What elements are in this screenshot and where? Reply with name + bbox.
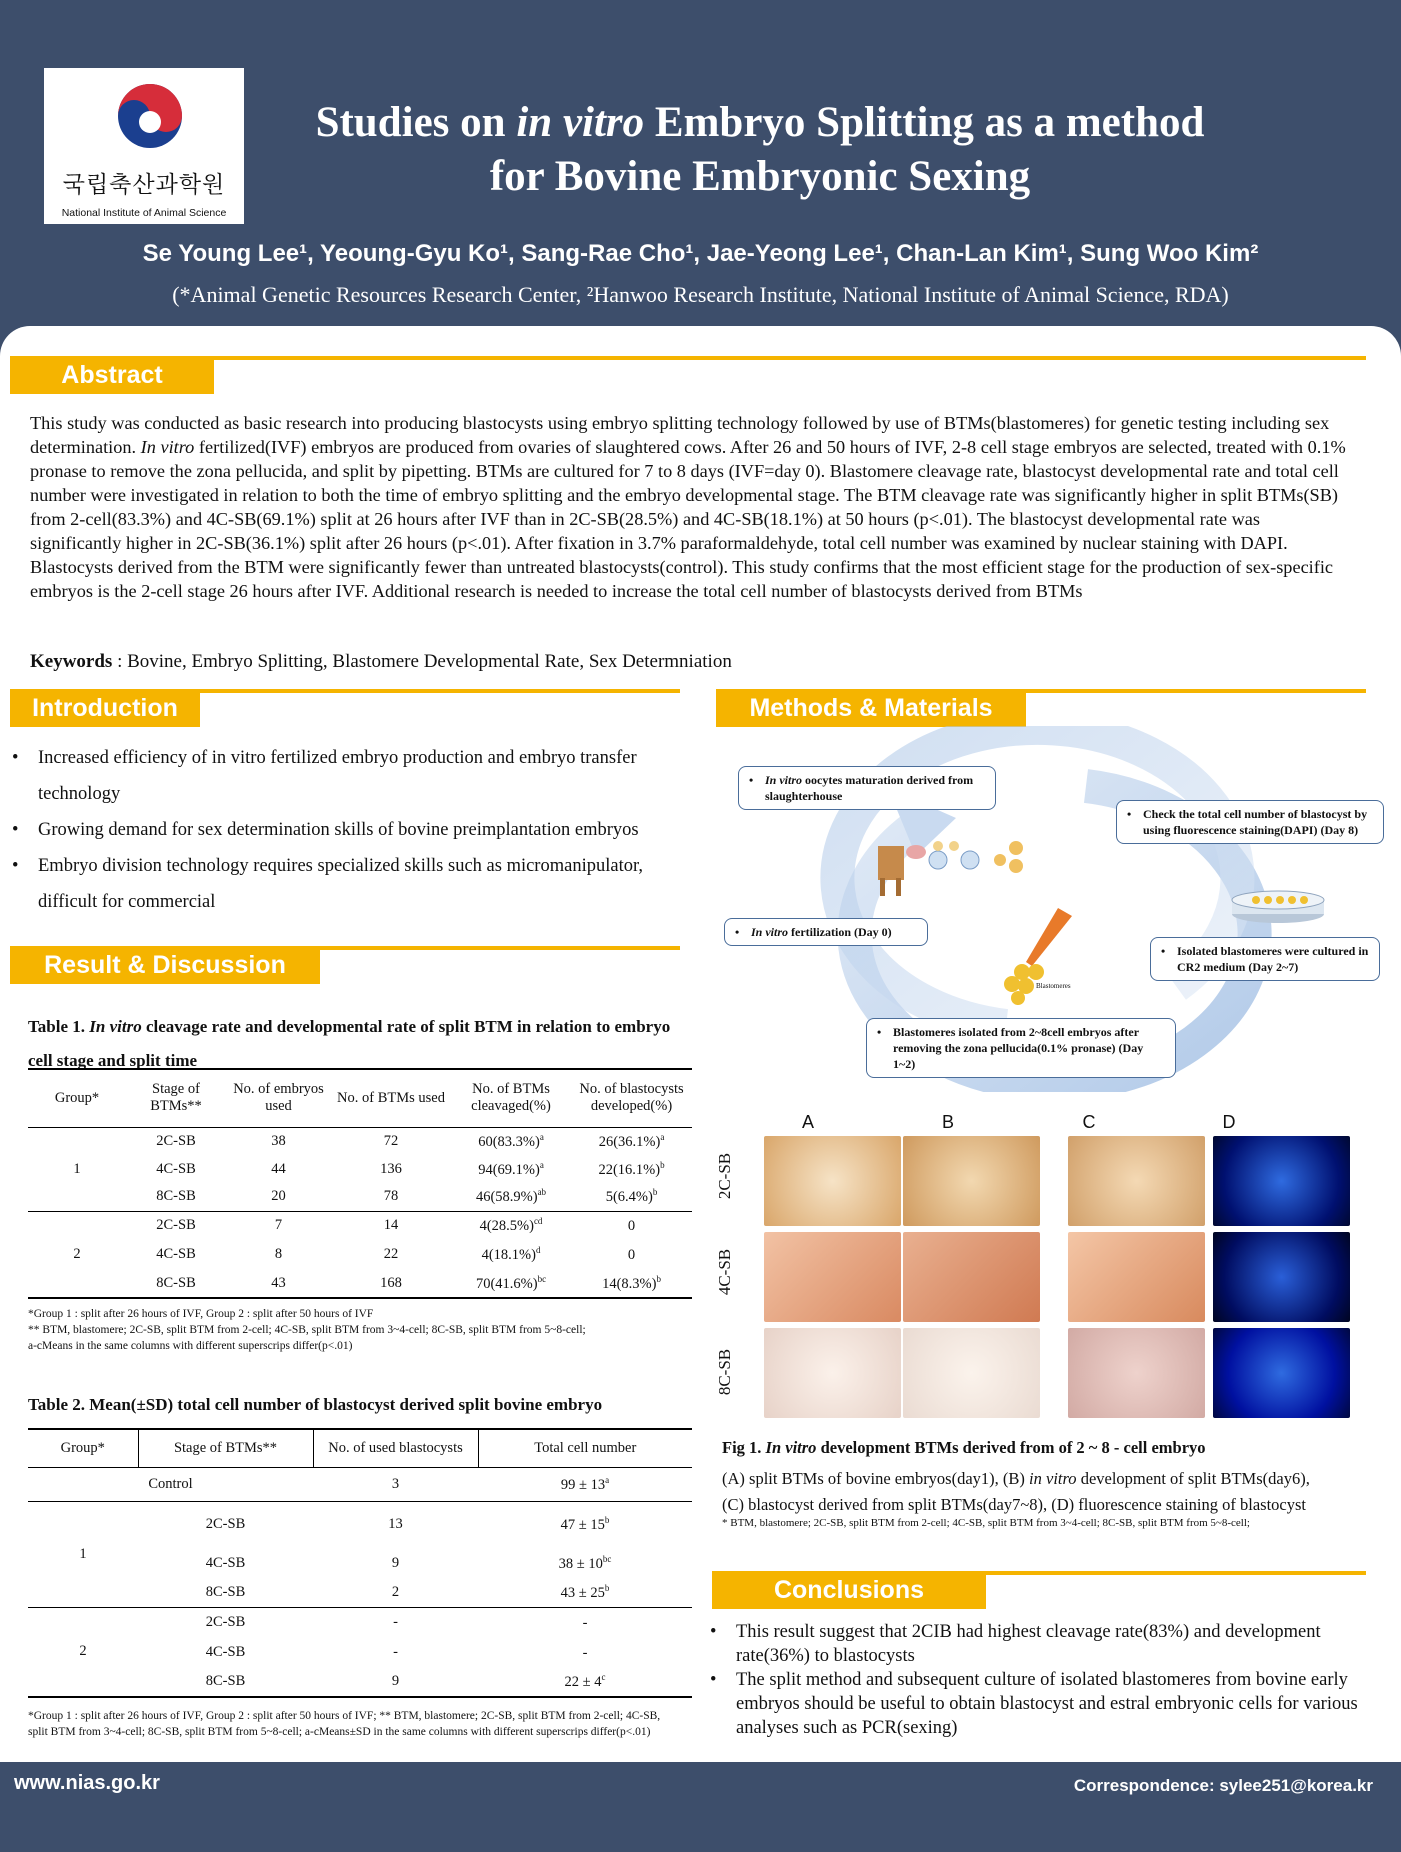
title-line1-em: in vitro	[516, 99, 645, 146]
t2-cell: $22 \pm 4^c$	[564, 1672, 606, 1690]
t1-cell: 136	[380, 1160, 402, 1177]
micrograph-4c-a	[764, 1232, 901, 1322]
t1-header-btms: No. of BTMs used	[337, 1089, 445, 1106]
table-row	[28, 1240, 692, 1269]
list-item: • The split method and subsequent culture of isolated blastomeres from bovine early embryos should be useful to obtain blastocyst and estral embryonic cells for various analyses such as PCR(sexing)	[710, 1668, 1380, 1740]
t1-cell: 44	[271, 1160, 286, 1177]
keywords-label: Keywords	[30, 651, 113, 672]
figure-caption-title: Fig 1. In vitro development BTMs derived from of 2 ~ 8 - cell embryo	[722, 1438, 1206, 1457]
micrograph-2c-b	[903, 1136, 1040, 1226]
taeguk-icon	[116, 82, 184, 150]
t2-cell: -	[393, 1643, 398, 1660]
t1-header-stage: Stage of BTMs**	[150, 1081, 202, 1115]
t1-cell: 20	[271, 1188, 286, 1205]
t1-header-cleavaged: No. of BTMs cleavaged(%)	[471, 1081, 551, 1115]
t1-cell: 2C-SB	[156, 1217, 196, 1234]
t1-cell: $70(41.6\%)^{bc}$	[475, 1273, 547, 1292]
institute-logo	[44, 68, 244, 224]
table2-caption: Table 2. Mean(±SD) total cell number of blastocyst derived split bovine embryo	[28, 1395, 603, 1414]
methods-heading: Methods & Materials	[716, 689, 1026, 727]
t1-cell: 0	[627, 1246, 636, 1263]
t1-cell: 4C-SB	[156, 1246, 196, 1262]
title-line1-pre: Studies on	[315, 99, 517, 146]
abstract-text-b: fertilized(IVF) embryos are produced from ovaries of slaughtered cows. After 26 and 50 hours of IVF, 2-8 cell stage embryos are selected, treated with 0.1% pronase to remove the zona pellucida, and split by pipetting. BTMs are cultured for 7 to 8 days (IVF=day 0). Blastomere cleavage rate, blastocyst developmental rate and total cell number were investigated in relation to both the time of embryo splitting and the embryo developmental stage. The BTM cleavage rate was significantly higher in split BTMs(SB) from 2-cell(83.3%) and 4C-SB(69.1%) split at 26 hours after IVF than in 2C-SB(28.5%) and 4C-SB(18.1%) at 50 hours (p<.01). The blastocyst developmental rate was significantly higher in 2C-SB(36.1%) split after 26 hours (p<.01). After fixation in 3.7% paraformaldehyde, total cell number was examined by nuclear staining with DAPI. Blastocysts derived from the BTM were significantly fewer than untreated blastocysts(control). This study confirms that the most efficient stage for the production of sex-specific embryos is the 2-cell stage 26 hours after IVF. Additional research is needed to increase the total cell number of blastocysts derived from BTMs	[30, 437, 1346, 601]
t2-cell: $43 \pm 25^b$	[560, 1583, 610, 1602]
t1-cell: 2C-SB	[156, 1132, 196, 1149]
step-oocyte-maturation: • In vitro oocytes maturation derived from slaughterhouse	[738, 766, 996, 810]
table1-note: a-cMeans in the same columns with different superscrips differ(p<.01)	[28, 1340, 353, 1352]
results-heading: Result & Discussion	[10, 946, 320, 984]
t2-cell: -	[582, 1614, 588, 1631]
keywords	[30, 651, 732, 673]
t2-header-used: No. of used blastocysts	[313, 1429, 478, 1467]
t1-cell: $4(18.1\%)^d$	[481, 1245, 541, 1263]
t2-cell: 4C-SB	[205, 1643, 246, 1660]
t2-cell: 13	[388, 1515, 403, 1532]
table1-caption-c: cell stage and split time	[28, 1051, 198, 1070]
t2-group-2: 2	[79, 1643, 87, 1660]
t2-control-label: Control	[148, 1475, 193, 1492]
micrograph-2c-c	[1068, 1136, 1205, 1226]
title-line2: for Bovine Embryonic Sexing	[489, 153, 1031, 200]
t1-cell: 8	[274, 1246, 283, 1262]
t1-cell: 72	[383, 1132, 399, 1149]
t1-cell: 38	[271, 1132, 286, 1149]
table-row	[28, 1269, 692, 1298]
col-label-a: A	[801, 1112, 814, 1132]
step-isolation: • Blastomeres isolated from 2~8cell embryos after removing the zona pellucida(0.1% pronase) (Day 1~2)	[866, 1018, 1176, 1078]
t1-cell: 14	[383, 1217, 399, 1234]
intro-list	[12, 740, 692, 920]
step-dapi-staining: • Check the total cell number of blastocyst by using fluorescence staining(DAPI) (Day 8)	[1116, 800, 1384, 844]
table2-note: *Group 1 : split after 26 hours of IVF, Group 2 : split after 50 hours of IVF; ** BTM, blastomere; 2C-SB, split BTM from 2-cell; 4C-SB,	[28, 1710, 661, 1722]
cow-oocyte-icon	[876, 834, 1036, 904]
t1-cell: 22	[383, 1246, 399, 1262]
table1	[28, 1068, 692, 1299]
t1-cell: 4C-SB	[156, 1160, 196, 1177]
list-item: • Increased efficiency of in vitro fertilized embryo production and embryo transfer technology	[12, 740, 692, 812]
micrograph-4c-d	[1213, 1232, 1350, 1322]
correspondence-email[interactable]: Correspondence: sylee251@korea.kr	[1073, 1776, 1373, 1795]
table1-caption-b: cleavage rate and developmental rate of split BTM in relation to embryo	[141, 1017, 671, 1036]
pipette-blastomeres-icon	[998, 906, 1078, 1006]
col-label-d: D	[1222, 1112, 1236, 1132]
table1-note: *Group 1 : split after 26 hours of IVF, Group 2 : split after 50 hours of IVF	[28, 1308, 374, 1320]
t2-header-stage: Stage of BTMs**	[138, 1429, 313, 1467]
title-line1-post: Embryo Splitting as a method	[644, 99, 1205, 146]
website-link[interactable]: www.nias.go.kr	[14, 1772, 160, 1794]
list-item: • Embryo division technology requires specialized skills such as micromanipulator, difficult for commercial	[12, 848, 692, 920]
t1-cell: $5(6.4\%)^b$	[605, 1187, 658, 1206]
row-label-8c: 8C-SB	[715, 1348, 734, 1396]
conclusions-list	[710, 1620, 1380, 1740]
t2-header-group: Group*	[28, 1429, 138, 1467]
affiliation: (*Animal Genetic Resources Research Center, ²Hanwoo Research Institute, National Institute of Animal Science, RDA)	[172, 282, 1229, 307]
abstract-text-em: In vitro	[140, 437, 195, 457]
poster-title	[260, 96, 1260, 204]
micrograph-4c-c	[1068, 1232, 1205, 1322]
intro-heading: Introduction	[10, 689, 200, 727]
micrograph-8c-b	[903, 1328, 1040, 1418]
abstract-text	[30, 411, 1350, 603]
t2-cell: 9	[391, 1554, 400, 1571]
abstract-heading: Abstract	[10, 356, 214, 394]
list-item: • This result suggest that 2CIB had highest cleavage rate(83%) and development rate(36%) to blastocysts	[710, 1620, 1380, 1668]
t1-cell: $46(58.9\%)^{ab}$	[475, 1187, 547, 1206]
t2-cell: 2C-SB	[205, 1515, 246, 1532]
micrograph-2c-d	[1213, 1136, 1350, 1226]
micrograph-8c-c	[1068, 1328, 1205, 1418]
t1-cell: 7	[274, 1217, 283, 1234]
t2-cell: 8C-SB	[205, 1673, 246, 1689]
methods-diagram	[716, 726, 1386, 1092]
blastomeres-label: Blastomeres	[1036, 982, 1071, 990]
figure-caption-line3: (C) blastocyst derived from split BTMs(day7~8), (D) fluorescence staining of blastocyst	[722, 1495, 1307, 1514]
t1-cell: 8C-SB	[156, 1188, 196, 1205]
list-item: • Growing demand for sex determination skills of bovine preimplantation embryos	[12, 812, 692, 848]
t2-header-total: Total cell number	[534, 1439, 637, 1456]
petri-dish-icon	[1228, 886, 1328, 926]
col-label-b: B	[941, 1112, 954, 1132]
poster-header	[0, 0, 1401, 330]
t1-cell: 8C-SB	[156, 1274, 196, 1291]
t2-cell: $47 \pm 15^b$	[560, 1514, 610, 1533]
table-row	[28, 1155, 692, 1183]
table-row	[28, 1467, 692, 1501]
table2-notes	[28, 1708, 660, 1740]
figure-caption	[722, 1432, 1382, 1530]
t2-cell: 8C-SB	[205, 1584, 246, 1601]
conclusions-heading: Conclusions	[712, 1571, 986, 1609]
row-label-2c: 2C-SB	[715, 1152, 734, 1200]
t2-cell: 2C-SB	[205, 1613, 246, 1630]
micrograph-8c-a	[764, 1328, 901, 1418]
t1-cell: $14(8.3\%)^b$	[602, 1273, 661, 1292]
t1-group-1: 1	[73, 1160, 81, 1177]
table1-notes	[28, 1306, 586, 1354]
t1-cell: $4(28.5\%)^{cd}$	[479, 1216, 543, 1235]
t1-header-blastocysts: No. of blastocysts developed(%)	[579, 1081, 684, 1115]
t2-cell: 9	[391, 1673, 400, 1689]
t2-group-1: 1	[79, 1545, 87, 1562]
figure-caption-line2: (A) split BTMs of bovine embryos(day1), (B) in vitro development of split BTMs(day6),	[722, 1469, 1310, 1488]
col-label-c: C	[1082, 1112, 1096, 1132]
t1-cell: 0	[627, 1218, 636, 1235]
logo-english-name: National Institute of Animal Science	[61, 207, 227, 219]
t2-cell: $38 \pm 10^{bc}$	[558, 1553, 612, 1572]
logo-korean-name: 국립축산과학원	[62, 172, 226, 198]
table2	[28, 1428, 692, 1698]
t1-header-embryos: No. of embryos used	[233, 1081, 324, 1115]
t1-group-2: 2	[73, 1245, 81, 1262]
table-row	[28, 1183, 692, 1211]
t2-cell: 3	[391, 1475, 400, 1492]
table-row	[28, 1211, 692, 1240]
step-fertilization: • In vitro fertilization (Day 0)	[724, 918, 928, 946]
table-row	[28, 1127, 692, 1155]
micrograph-8c-d	[1213, 1328, 1350, 1418]
table-row	[28, 1607, 692, 1637]
t1-header-group: Group*	[54, 1089, 100, 1106]
micrograph-4c-b	[903, 1232, 1040, 1322]
micrograph-2c-a	[764, 1136, 901, 1226]
figure-grid	[716, 1112, 1366, 1412]
t2-cell: -	[393, 1613, 398, 1630]
t1-cell: $94(69.1\%)^a$	[478, 1159, 544, 1178]
table1-caption-em: In vitro	[89, 1017, 142, 1036]
t1-cell: $22(16.1\%)^b$	[598, 1159, 665, 1178]
t2-cell: -	[582, 1644, 588, 1661]
t1-cell: 43	[271, 1274, 286, 1291]
table1-caption-a: Table 1.	[28, 1017, 90, 1036]
table2-note: split BTM from 3~4-cell; 8C-SB, split BTM from 5~8-cell; a-cMeans±SD in the same columns with different superscrips differ(p<.01)	[28, 1726, 651, 1738]
keywords-list: : Bovine, Embryo Splitting, Blastomere Developmental Rate, Sex Determniation	[112, 651, 732, 672]
t1-cell: 168	[380, 1274, 402, 1291]
table-row	[28, 1501, 692, 1547]
abstract-text-a: This study was conducted as basic research into producing blastocysts using embryo splitting technology followed by use of BTMs(blastomeres) for genetic testing including sex determination.	[30, 413, 1330, 457]
row-label-4c: 4C-SB	[715, 1248, 734, 1296]
t1-cell: 78	[383, 1188, 399, 1205]
authors: Se Young Lee¹, Yeoung-Gyu Ko¹, Sang-Rae Cho¹, Jae-Yeong Lee¹, Chan-Lan Kim¹, Sung Woo Kim²	[142, 240, 1259, 267]
t1-cell: $60(83.3\%)^a$	[478, 1131, 544, 1150]
t1-cell: $26(36.1\%)^a$	[598, 1131, 665, 1150]
figure-note: * BTM, blastomere; 2C-SB, split BTM from 2-cell; 4C-SB, split BTM from 3~4-cell; 8C-SB, split BTM from 5~8-cell;	[722, 1517, 1250, 1529]
t2-cell: $99 \pm 13^a$	[560, 1474, 610, 1493]
t2-cell: 2	[391, 1584, 400, 1601]
t2-cell: 4C-SB	[205, 1554, 246, 1571]
step-culture: • Isolated blastomeres were cultured in CR2 medium (Day 2~7)	[1150, 937, 1380, 981]
table1-note: ** BTM, blastomere; 2C-SB, split BTM from 2-cell; 4C-SB, split BTM from 3~4-cell; 8C-SB, split BTM from 5~8-cell;	[28, 1324, 586, 1336]
